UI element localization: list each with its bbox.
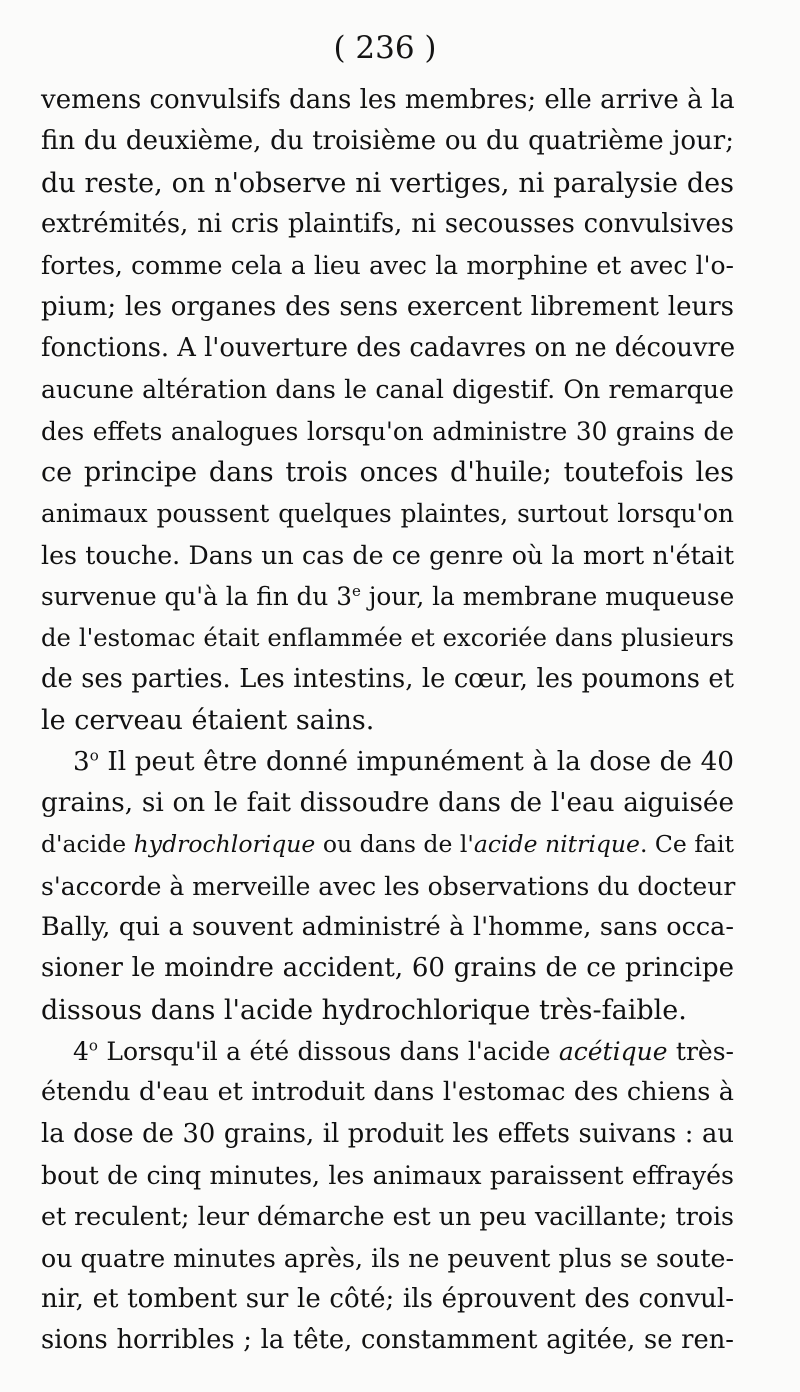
italic-text: acétique: [558, 1036, 668, 1066]
text-line: ce principe dans trois onces d'huile; toutefois les: [41, 457, 734, 489]
text-line: de ses parties. Les intestins, le cœur, les poumons et: [41, 663, 734, 694]
line-text: . Ce fait: [639, 830, 734, 859]
text-line: [41, 576, 734, 617]
text-line: grains, si on le fait dissoudre dans de l'eau aiguisée: [41, 787, 734, 818]
text-line: le cerveau étaient sains.: [41, 705, 375, 737]
line-text: Il peut être donné impunément à la dose de 40: [98, 746, 734, 777]
line-text: 3: [73, 746, 90, 777]
line-text: très-: [667, 1036, 735, 1066]
page-number: ( 236 ): [333, 30, 437, 66]
text-line: animaux poussent quelques plaintes, surtout lorsqu'on: [41, 499, 734, 529]
text-line: [41, 742, 734, 783]
text-line: du reste, on n'observe ni vertiges, ni paralysie des: [41, 167, 734, 199]
superscript: o: [89, 745, 99, 764]
text-line: ou quatre minutes après, ils ne peuvent plus se soute-: [41, 1243, 734, 1273]
text-line: fin du deuxième, du troisième ou du quatrième jour;: [41, 126, 734, 157]
text-line: des effets analogues lorsqu'on administre 30 grains de: [41, 416, 734, 446]
text-line: sioner le moindre accident, 60 grains de ce principe: [41, 953, 734, 984]
superscript: e: [351, 581, 361, 600]
text-line: aucune altération dans le canal digestif. On remarque: [41, 375, 734, 405]
italic-text: acide nitrique: [473, 830, 640, 859]
line-text: Lorsqu'il a été dissous dans l'acide: [97, 1036, 559, 1066]
text-line: [41, 1031, 734, 1072]
text-line: pium; les organes des sens exercent librement leurs: [41, 291, 734, 322]
text-line: nir, et tombent sur le côté; ils éprouvent des convul-: [41, 1283, 734, 1314]
text-line: la dose de 30 grains, il produit les effets suivans : au: [41, 1118, 734, 1149]
text-line: et reculent; leur démarche est un peu vacillante; trois: [41, 1202, 734, 1232]
text-line: de l'estomac était enflammée et excoriée dans plusieurs: [41, 623, 734, 653]
text-line: bout de cinq minutes, les animaux paraissent effrayés: [41, 1160, 734, 1190]
superscript: o: [88, 1036, 98, 1055]
text-line: fortes, comme cela a lieu avec la morphine et avec l'o-: [41, 251, 734, 281]
text-line: les touche. Dans un cas de ce genre où la mort n'était: [41, 540, 734, 570]
line-text: 4: [73, 1036, 89, 1066]
line-text: survenue qu'à la fin du 3: [41, 582, 352, 612]
line-text: d'acide: [41, 830, 134, 859]
text-line: sions horribles ; la tête, constamment agitée, se ren-: [41, 1325, 734, 1356]
line-text: jour, la membrane muqueuse: [360, 582, 735, 612]
italic-text: hydrochlorique: [133, 830, 316, 859]
body-text: [41, 80, 734, 1362]
line-text: ou dans de l': [315, 830, 474, 859]
text-line: Bally, qui a souvent administré à l'homme, sans occa-: [41, 911, 734, 942]
text-line: vemens convulsifs dans les membres; elle arrive à la: [41, 85, 735, 115]
text-line: dissous dans l'acide hydrochlorique très-faible.: [41, 994, 687, 1026]
text-line: extrémités, ni cris plaintifs, ni secousses convulsives: [41, 209, 734, 240]
text-line: étendu d'eau et introduit dans l'estomac des chiens à: [41, 1077, 734, 1108]
text-line: [41, 824, 734, 865]
text-line: fonctions. A l'ouverture des cadavres on ne découvre: [41, 333, 736, 364]
text-line: s'accorde à merveille avec les observations du docteur: [41, 871, 736, 901]
